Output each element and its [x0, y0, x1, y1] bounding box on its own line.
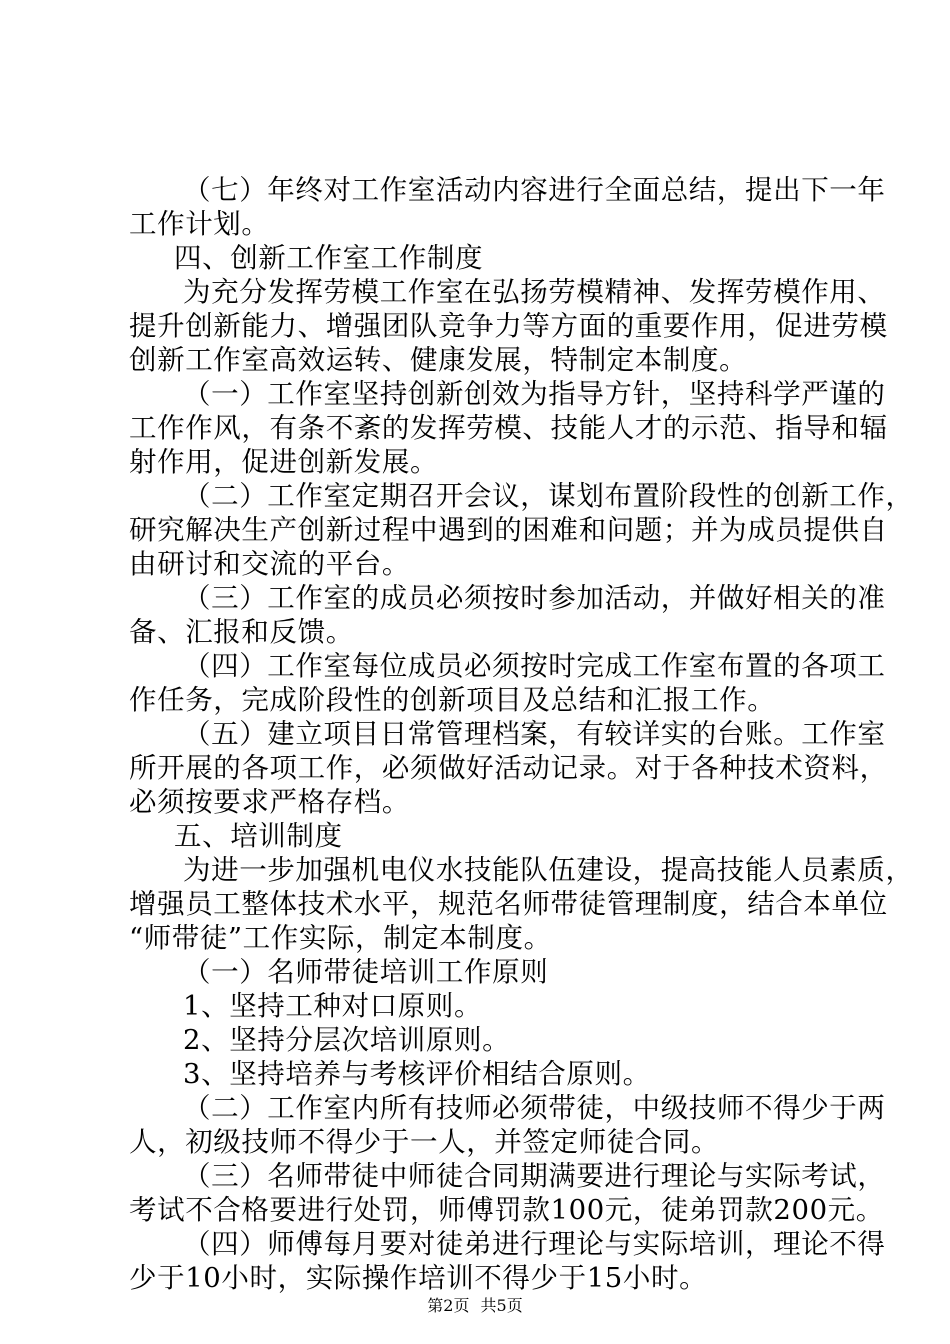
text-line: 2、坚持分层次培训原则。	[183, 1024, 511, 1056]
text-line: 必须按要求严格存档。	[129, 786, 410, 818]
text-line: 由研讨和交流的平台。	[129, 548, 410, 580]
text-line: 3、坚持培养与考核评价相结合原则。	[183, 1058, 651, 1090]
text-line: 所开展的各项工作，必须做好活动记录。对于各种技术资料，	[129, 752, 888, 784]
text-line: 工作作风，有条不紊的发挥劳模、技能人才的示范、指导和辐	[129, 412, 888, 444]
section-heading: 四、创新工作室工作制度	[174, 242, 484, 274]
text-line: 工作计划。	[129, 208, 270, 240]
text-line: 备、汇报和反馈。	[129, 616, 354, 648]
text-line: （五）建立项目日常管理档案，有较详实的台账。工作室	[183, 718, 886, 750]
text-line: 少于10小时，实际操作培训不得少于15小时。	[129, 1262, 708, 1294]
text-line: 研究解决生产创新过程中遇到的困难和问题；并为成员提供自	[129, 514, 888, 546]
text-line: 提升创新能力、增强团队竞争力等方面的重要作用，促进劳模	[129, 310, 888, 342]
text-line: （七）年终对工作室活动内容进行全面总结，提出下一年	[183, 174, 886, 206]
text-line: 1、坚持工种对口原则。	[183, 990, 483, 1022]
text-line: 为进一步加强机电仪水技能队伍建设，提高技能人员素质，	[183, 854, 914, 886]
text-line: （四）师傅每月要对徒弟进行理论与实际培训，理论不得	[183, 1228, 886, 1260]
text-line: “师带徒”工作实际，制定本制度。	[129, 922, 552, 954]
text-line: 创新工作室高效运转、健康发展，特制定本制度。	[129, 344, 748, 376]
text-line: 增强员工整体技术水平，规范名师带徒管理制度，结合本单位	[129, 888, 888, 920]
section-heading: 五、培训制度	[174, 820, 343, 852]
text-line: （三）工作室的成员必须按时参加活动，并做好相关的准	[183, 582, 886, 614]
text-line: 射作用，促进创新发展。	[129, 446, 439, 478]
text-line: （四）工作室每位成员必须按时完成工作室布置的各项工	[183, 650, 886, 682]
text-line: （一）工作室坚持创新创效为指导方针，坚持科学严谨的	[183, 378, 886, 410]
page-footer	[0, 1296, 950, 1316]
text-line: （二）工作室定期召开会议，谋划布置阶段性的创新工作，	[183, 480, 914, 512]
text-line: 考试不合格要进行处罚，师傅罚款100元，徒弟罚款200元。	[129, 1194, 884, 1226]
page-number: 第2页	[427, 1296, 470, 1315]
text-line: 作任务，完成阶段性的创新项目及总结和汇报工作。	[129, 684, 776, 716]
text-line: （二）工作室内所有技师必须带徒，中级技师不得少于两	[183, 1092, 886, 1124]
text-line: 为充分发挥劳模工作室在弘扬劳模精神、发挥劳模作用、	[183, 276, 886, 308]
text-line: 人，初级技师不得少于一人，并签定师徒合同。	[129, 1126, 720, 1158]
text-line: （三）名师带徒中师徒合同期满要进行理论与实际考试，	[183, 1160, 886, 1192]
page-total: 共5页	[480, 1296, 523, 1315]
text-line: （一）名师带徒培训工作原则	[183, 956, 549, 988]
